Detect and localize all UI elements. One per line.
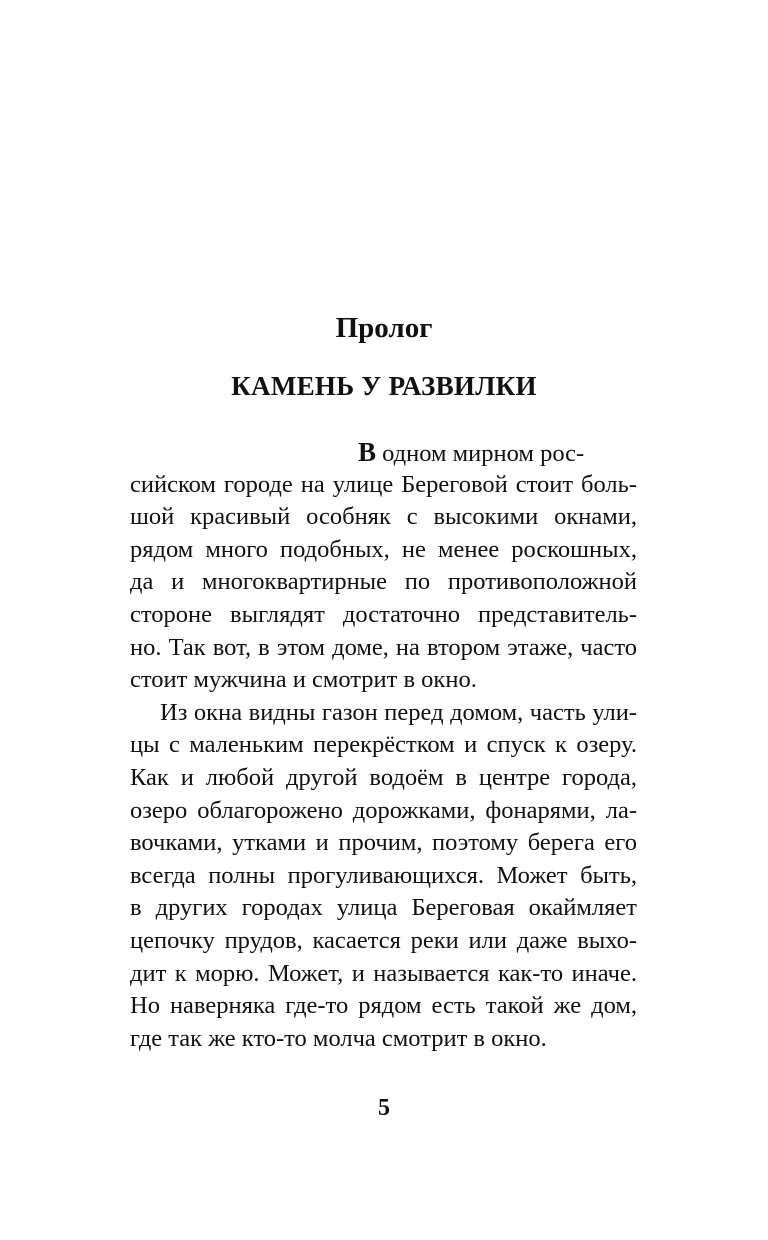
text-line-content: одном мирном рос- [376,440,585,467]
text-line: Но наверняка где-то рядом есть такой же дом, [130,992,637,1020]
drop-cap: В [358,437,377,467]
page-number: 5 [378,1095,390,1121]
text-line: но. Так вот, в этом доме, на втором этаже, часто [130,633,637,661]
text-line-paragraph-start: Из окна видны газон перед домом, часть ули- [160,698,637,726]
chapter-title: КАМЕНЬ У РАЗВИЛКИ [231,371,537,401]
text-line: где так же кто-то молча смотрит в окно. [130,1024,547,1052]
text-line: озеро облагорожено дорожками, фонарями, ла- [130,796,637,824]
text-line: в других городах улица Береговая окаймляет [130,894,637,922]
text-line: Как и любой другой водоём в центре города, [130,763,637,791]
text-line: всегда полны прогуливающихся. Может быть, [130,861,637,889]
text-line [130,436,637,469]
text-line: сийском городе на улице Береговой стоит боль- [130,470,637,498]
text-line: цы с маленьким перекрёстком и спуск к озеру. [130,731,637,759]
text-line: да и многоквартирные по противоположной [130,568,637,596]
text-line: рядом много подобных, не менее роскошных, [130,535,637,563]
text-line: стороне выглядят достаточно представитель- [130,600,637,628]
text-line: шой красивый особняк с высокими окнами, [130,503,637,531]
text-line: дит к морю. Может, и называется как-то иначе. [130,959,637,987]
body-text [130,436,637,1055]
text-line: вочками, утками и прочим, поэтому берега его [130,829,637,857]
text-line: цепочку прудов, касается реки или даже выхо- [130,926,637,954]
text-line: стоит мужчина и смотрит в окно. [130,666,477,694]
chapter-label: Пролог [335,312,433,344]
